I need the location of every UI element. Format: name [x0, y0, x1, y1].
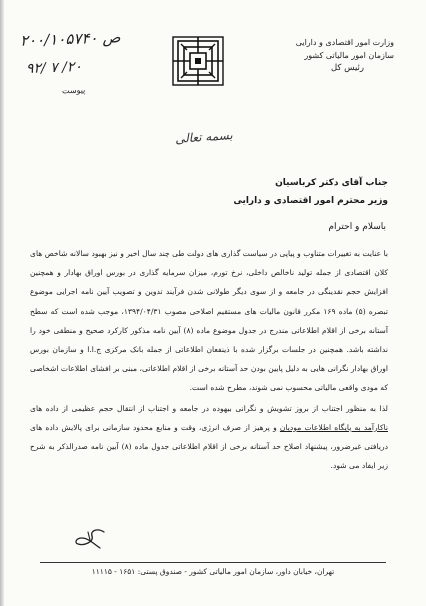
letter-body [30, 244, 388, 475]
ministry-header [296, 36, 394, 75]
letter-date: ۹۲/ ۷ /۲۰ [25, 59, 83, 77]
attachment-label: پیوست [61, 85, 86, 96]
recipient-title: وزیر محترم امور اقتصادی و دارایی [233, 196, 388, 206]
body-paragraph-1: با عنایت به تغییرات متناوب و پیاپی در سیاست گذاری های دولت طی چند سال اخیر و نیز بهبود سالانه شاخص های کلان اقتصادی از جمله تولید ناخالص داخلی، نرخ تورم، میزان سرمایه گذاری در بورس اوراق بهادار و همچنین افزایش حجم نقدینگی در جامعه و از سوی دیگر طولانی شدن فرآیند تدوین و تصویب آیین نامه اجرایی موضوع تبصره (۵) ماده ۱۶۹ مکرر قانون مالیات های مستقیم اصلاحی مصوب ۱۳۹۴/۰۴/۳۱، موجب شده است که سطح آستانه برخی از اقلام اطلاعاتی مندرج در جدول موضوع ماده (۸) آیین نامه مذکور کارکرد صحیح و منطقی خود را نداشته باشد. همچنین در جلسات برگزار شده با ذینفعان اطلاعاتی از جمله بانک مرکزی ج.ا.ا و سازمان بورس اوراق بهادار نگرانی هایی به دلیل پایین بودن حد آستانه برخی از اقلام اطلاعاتی، مبنی بر افشای اطلاعات اشخاصی که مودی واقعی مالیاتی محسوب نمی شوند، مطرح شده است. [30, 249, 388, 393]
ministry-line-3: رئیس کل [330, 63, 364, 73]
letter-number: ۲۰۰/۱۰۵۷۴۰ ص [19, 28, 121, 50]
body-paragraph-2-start: لذا به منظور اجتناب از بروز تشویش و نگرانی بیهوده در جامعه و اجتناب از انتقال حجم عظیمی از داده های [30, 403, 388, 413]
recipient-block [233, 174, 388, 210]
scan-edge [0, 0, 4, 606]
ministry-line-1: وزارت امور اقتصادی و دارایی [295, 38, 394, 47]
ministry-line-2: سازمان امور مالیاتی کشور [304, 51, 394, 60]
footer-divider [40, 562, 386, 563]
body-paragraph-2-end: و پرهیز از صرف انرژی، وقت و منابع محدود سازمانی برای پالایش داده های دریافتی غیرضرور، پیشنهاد اصلاح حد آستانه برخی از اقلام اطلاعاتی جدول ماده (۸) آیین نامه صدرالذکر به شرح زیر ایفاد می شود. [30, 422, 388, 471]
recipient-name: جناب آقای دکتر کرباسیان [275, 178, 388, 188]
greeting: باسلام و احترام [328, 222, 386, 232]
signature-icon [70, 526, 110, 552]
iran-emblem-icon [172, 36, 224, 86]
basmala: بسمه تعالی [174, 128, 234, 146]
body-paragraph-2 [30, 399, 388, 476]
footer-address: تهران، خیابان داور، سازمان امور مالیاتی کشور - صندوق پستی: ۱۶۵۱ - ۱۱۱۱۵ [91, 567, 335, 576]
body-paragraph-2-underlined: ناکارآمد به پایگاه اطلاعات مودیان [279, 422, 389, 432]
